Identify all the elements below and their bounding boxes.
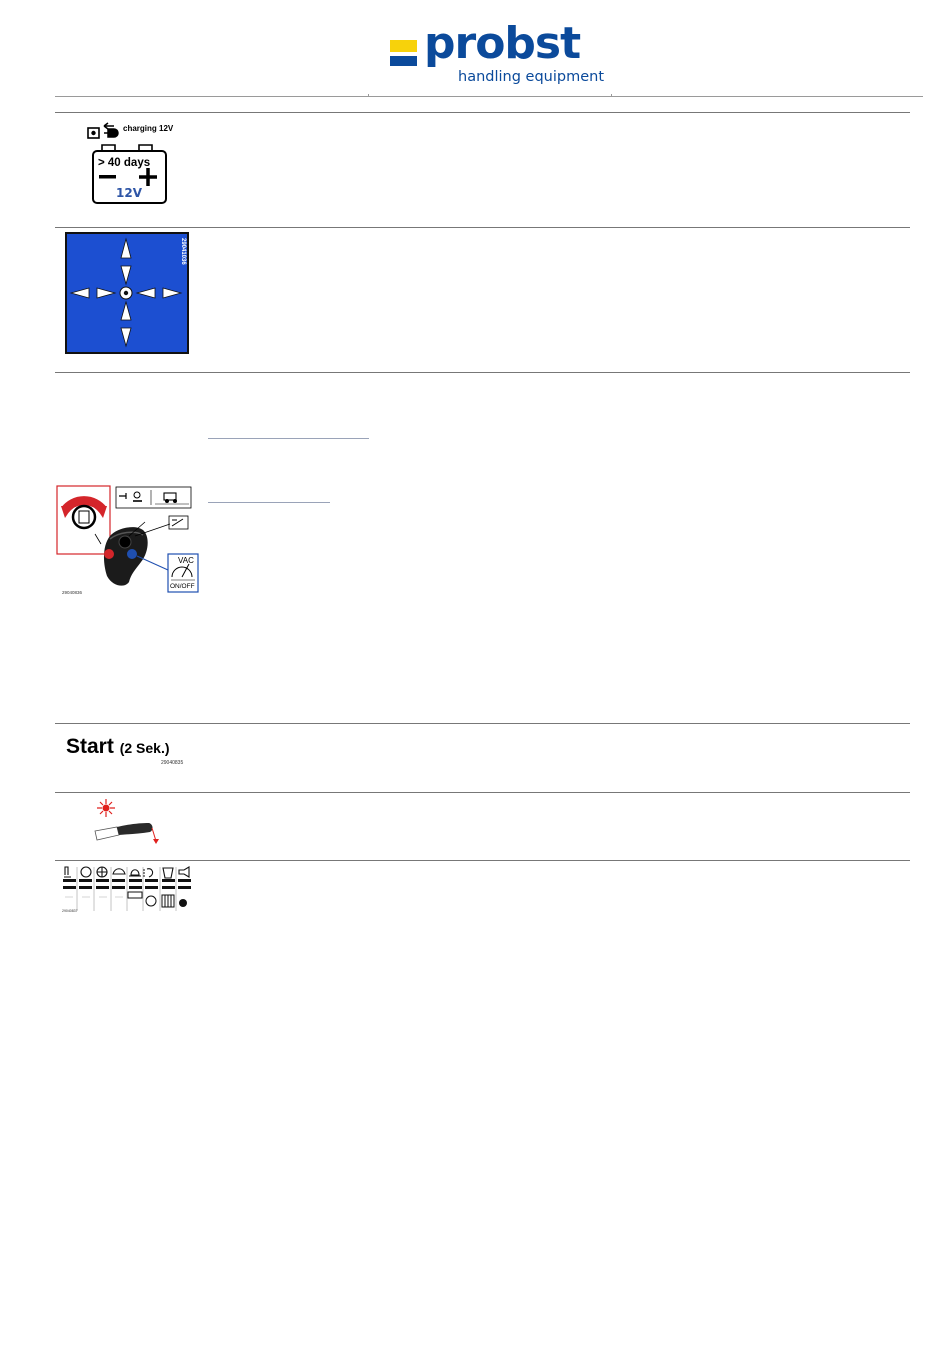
vacuum-gauge-label [169,516,188,529]
part-code: 29040835 [161,760,184,766]
shield-icon [163,868,173,878]
table-row-divider [55,112,910,113]
gear-icon [179,899,187,907]
wiper-icon [113,869,125,874]
part-code: 29041036 [180,238,186,265]
voltage-label: 12V [116,186,142,200]
start-text: Start [66,735,114,758]
start-duration: (2 Sek.) [119,740,170,756]
mode-label-strip [116,487,191,508]
vac-label: VAC [178,556,194,565]
gauge-icon [172,567,192,577]
start-label [66,736,170,757]
handle-shaft-icon [95,827,119,840]
part-code: 29040836 [62,590,83,595]
charging-label: charging 12V [123,124,174,133]
logo-wordmark: probst [424,18,581,69]
red-lamp [103,805,110,812]
headlight-icon [143,869,153,877]
empty-link-underline [208,502,330,503]
temperature-icon [64,867,71,877]
logo-tagline: handling equipment [458,69,604,85]
handle-grip-icon [117,823,153,835]
blue-button-icon [127,549,137,559]
table-row-divider [55,372,910,373]
battery-icon [128,892,142,898]
fuse-panel-pictogram [61,865,194,915]
on-off-label: ON/OFF [170,583,195,590]
table-row-divider [55,723,910,724]
table-row-divider [55,792,910,793]
red-button-icon [104,549,114,559]
joystick-directions-pictogram [65,232,189,354]
header-column-tick [368,94,369,97]
horn-lamp-icon [129,870,141,876]
arrow-down-icon [153,839,159,844]
logo-yellow-bar [390,40,417,52]
horn-icon [179,867,189,877]
battery-charging-pictogram [84,118,180,212]
dial-icon [73,506,95,528]
table-row-divider [55,227,910,228]
logo-blue-bar [390,56,417,66]
controller-pictogram [55,484,200,596]
radiator-icon [162,895,174,907]
part-code: 29040837 [62,909,78,913]
probst-logo [386,18,606,92]
plug-icon [104,129,118,137]
empty-link-underline [208,438,369,439]
minus-icon [99,175,116,179]
days-label: > 40 days [98,157,151,169]
plus-icon [139,168,157,186]
lamp-icon [146,896,156,906]
table-row-divider [55,860,910,861]
arrow-left-icon [104,123,114,129]
joystick-knob-icon [119,536,131,548]
brake-icon [81,867,91,877]
header-column-tick [611,94,612,97]
handle-lamp-pictogram [93,797,161,847]
header-divider [55,96,923,97]
